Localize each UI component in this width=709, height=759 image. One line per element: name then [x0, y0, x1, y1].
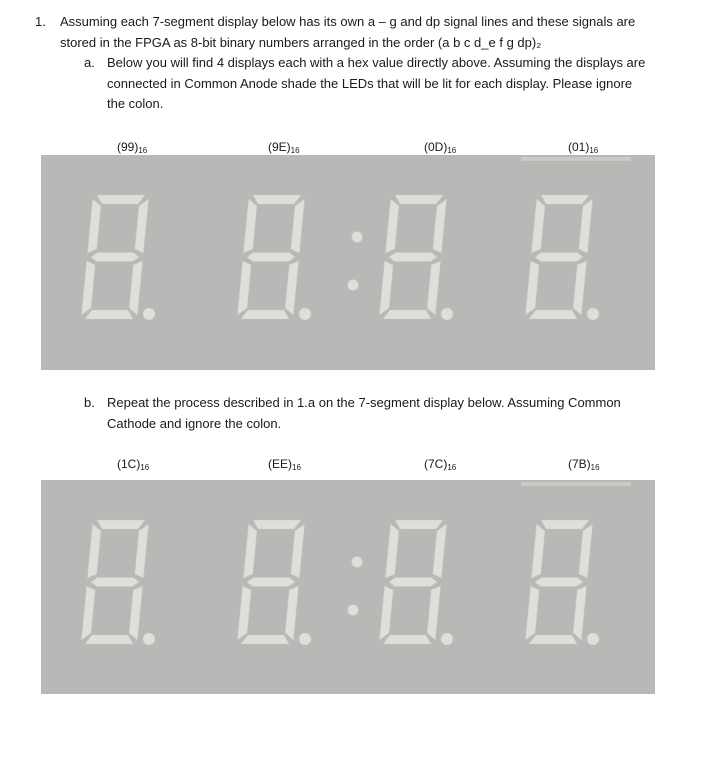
seven-segment-display-a — [41, 155, 655, 370]
seven-segment-display-b — [41, 480, 655, 694]
segment-g-d1 — [91, 253, 139, 262]
segment-dp-d4 — [587, 308, 599, 320]
segment-b-d3 — [433, 524, 447, 578]
display-panel-b — [41, 480, 655, 694]
question-text: Assuming each 7-segment display below has its own a – g and dp signal lines and these signals are stored in the FPGA as 8-bit binary numbers arranged in the order (a b c d_e f g dp)₂ — [60, 14, 636, 50]
segment-e-d2 — [237, 261, 251, 315]
segment-a-d2 — [253, 195, 301, 204]
segment-dp-d3 — [441, 633, 453, 645]
segment-dp-d1 — [143, 633, 155, 645]
part-b-letter: b. — [84, 395, 95, 410]
question-number: 1. — [35, 14, 46, 29]
hex-label-b-3: $(7C)_{16}$ — [424, 457, 457, 472]
segment-g-d1 — [91, 578, 139, 587]
segment-a-d1 — [97, 195, 145, 204]
colon-top — [352, 557, 363, 568]
segment-d-d2 — [241, 635, 289, 644]
segment-g-d4 — [535, 253, 583, 262]
segment-e-d4 — [525, 586, 539, 640]
segment-b-d2 — [291, 524, 305, 578]
colon-bottom — [348, 605, 359, 616]
segment-dp-d2 — [299, 308, 311, 320]
segment-c-d3 — [427, 261, 441, 315]
segment-e-d4 — [525, 261, 539, 315]
segment-c-d1 — [129, 586, 143, 640]
segment-d-d4 — [529, 635, 577, 644]
segment-b-d4 — [579, 199, 593, 253]
segment-d-d3 — [383, 635, 431, 644]
segment-f-d3 — [385, 199, 399, 253]
segment-b-d1 — [135, 524, 149, 578]
segment-f-d4 — [531, 524, 545, 578]
segment-g-d2 — [247, 253, 295, 262]
segment-a-d2 — [253, 520, 301, 529]
hex-label-a-3: $(0D)_{16}$ — [424, 140, 457, 155]
segment-b-d1 — [135, 199, 149, 253]
segment-dp-d4 — [587, 633, 599, 645]
segment-c-d3 — [427, 586, 441, 640]
segment-c-d4 — [573, 261, 587, 315]
segment-a-d4 — [541, 520, 589, 529]
segment-e-d1 — [81, 261, 95, 315]
segment-g-d3 — [389, 578, 437, 587]
segment-d-d4 — [529, 310, 577, 319]
segment-g-d4 — [535, 578, 583, 587]
segment-c-d2 — [285, 586, 299, 640]
hex-label-b-2: $(EE)_{16}$ — [268, 457, 301, 472]
segment-e-d3 — [379, 586, 393, 640]
hex-label-a-1: $(99)_{16}$ — [117, 140, 148, 155]
segment-b-d4 — [579, 524, 593, 578]
part-a-text: Below you will find 4 displays each with a hex value directly above. Assuming the displays are connected in Common Anode shade the LEDs that will be lit for each display. Please ignore the colon. — [107, 55, 646, 111]
segment-dp-d2 — [299, 633, 311, 645]
segment-e-d1 — [81, 586, 95, 640]
panel-highlight — [521, 482, 631, 486]
segment-d-d2 — [241, 310, 289, 319]
segment-g-d3 — [389, 253, 437, 262]
display-panel-a — [41, 155, 655, 370]
segment-a-d1 — [97, 520, 145, 529]
segment-e-d2 — [237, 586, 251, 640]
segment-a-d3 — [395, 520, 443, 529]
part-b-text: Repeat the process described in 1.a on the 7-segment display below. Assuming Common Cathode and ignore the colon. — [107, 395, 621, 431]
segment-b-d3 — [433, 199, 447, 253]
segment-d-d3 — [383, 310, 431, 319]
segment-dp-d1 — [143, 308, 155, 320]
segment-f-d4 — [531, 199, 545, 253]
segment-c-d4 — [573, 586, 587, 640]
segment-d-d1 — [85, 310, 133, 319]
colon-bottom — [348, 280, 359, 291]
segment-c-d1 — [129, 261, 143, 315]
segment-f-d2 — [243, 524, 257, 578]
hex-label-b-4: $(7B)_{16}$ — [568, 457, 600, 472]
segment-dp-d3 — [441, 308, 453, 320]
colon-top — [352, 232, 363, 243]
segment-a-d3 — [395, 195, 443, 204]
hex-label-a-4: $(01)_{16}$ — [568, 140, 599, 155]
part-a-letter: a. — [84, 55, 95, 70]
panel-highlight — [521, 157, 631, 161]
segment-b-d2 — [291, 199, 305, 253]
segment-a-d4 — [541, 195, 589, 204]
segment-f-d3 — [385, 524, 399, 578]
segment-e-d3 — [379, 261, 393, 315]
hex-label-b-1: $(1C)_{16}$ — [117, 457, 150, 472]
segment-f-d2 — [243, 199, 257, 253]
segment-f-d1 — [87, 199, 101, 253]
segment-g-d2 — [247, 578, 295, 587]
hex-label-a-2: $(9E)_{16}$ — [268, 140, 300, 155]
segment-d-d1 — [85, 635, 133, 644]
segment-f-d1 — [87, 524, 101, 578]
segment-c-d2 — [285, 261, 299, 315]
